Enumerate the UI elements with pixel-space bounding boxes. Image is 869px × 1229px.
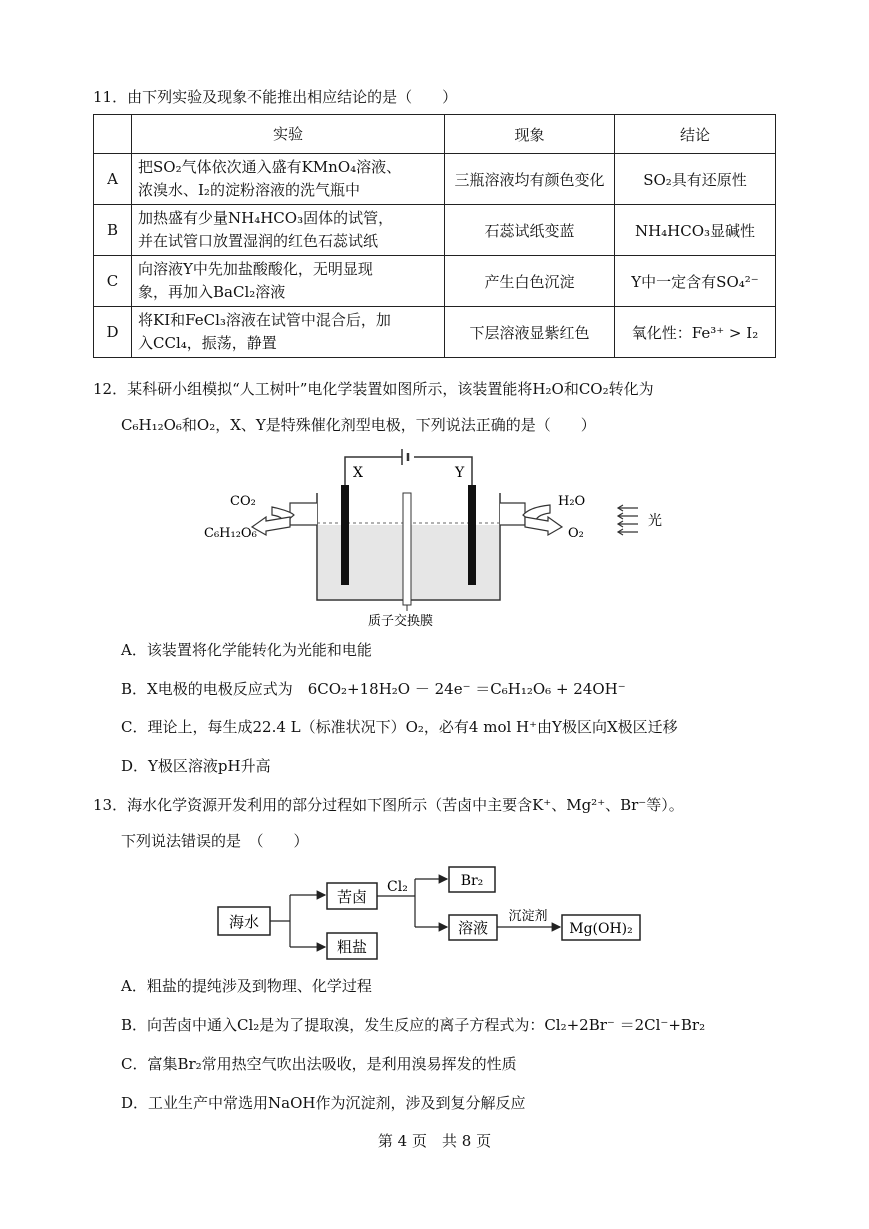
q12-option-c: C．理论上，每生成22.4 L（标准状况下）O₂，必有4 mol H⁺由Y极区向X极区迁移 (121, 718, 678, 736)
row-experiment-line1: 向溶液Y中先加盐酸酸化，无明显现 (138, 260, 373, 278)
q13-flow-diagram (215, 865, 655, 965)
label-br2: Br₂ (460, 873, 484, 889)
row-label: D (94, 307, 132, 358)
table-row (94, 307, 776, 358)
right-pipe (500, 503, 525, 525)
right-out-arrow (525, 517, 562, 535)
row-conclusion: 氧化性：Fe³⁺ > I₂ (615, 307, 776, 358)
q11-table (93, 114, 776, 358)
q13-option-d: D．工业生产中常选用NaOH作为沉淀剂，涉及到复分解反应 (121, 1094, 526, 1112)
row-conclusion: Y中一定含有SO₄²⁻ (615, 256, 776, 307)
q12-stem-line1: 12．某科研小组模拟“人工树叶”电化学装置如图所示，该装置能将H₂O和CO₂转化为 (93, 380, 654, 398)
row-experiment-line1: 加热盛有少量NH₄HCO₃固体的试管， (138, 209, 394, 227)
q12-option-b: B．X电极的电极反应式为 6CO₂+18H₂O － 24e⁻ ＝C₆H₁₂O₆ + 24OH⁻ (121, 680, 626, 698)
row-label: B (94, 205, 132, 256)
row-conclusion: NH₄HCO₃显碱性 (615, 205, 776, 256)
left-pipe (290, 503, 317, 525)
right-output-label: O₂ (568, 526, 584, 541)
label-crude-salt: 粗盐 (336, 938, 368, 956)
light-label: 光 (648, 513, 662, 529)
row-experiment-line1: 将KI和FeCl₃溶液在试管中混合后，加 (138, 311, 391, 329)
label-cl2: Cl₂ (387, 879, 408, 895)
q13-stem-line1: 13．海水化学资源开发利用的部分过程如下图所示（苦卤中主要含K⁺、Mg²⁺、Br⁻等）。 (93, 796, 684, 814)
row-experiment-line2: 入CCl₄，振荡，静置 (138, 334, 277, 352)
header-conclusion: 结论 (615, 115, 776, 154)
row-experiment-line2: 象，再加入BaCl₂溶液 (138, 283, 286, 301)
row-experiment-line1: 把SO₂气体依次通入盛有KMnO₄溶液、 (138, 158, 402, 176)
row-experiment (132, 205, 445, 256)
row-conclusion: SO₂具有还原性 (615, 154, 776, 205)
left-input-label: CO₂ (230, 494, 256, 509)
electrode-x-label: X (353, 465, 363, 481)
header-blank (94, 115, 132, 154)
proton-exchange-membrane (403, 493, 411, 605)
table-header-row (94, 115, 776, 154)
q12-option-d: D．Y极区溶液pH升高 (121, 757, 271, 775)
label-solution: 溶液 (457, 919, 489, 937)
q12-electrolysis-figure (190, 445, 690, 630)
label-bittern: 苦卤 (336, 888, 368, 906)
left-output-label: C₆H₁₂O₆ (204, 526, 257, 541)
q13-option-b: B．向苦卤中通入Cl₂是为了提取溴，发生反应的离子方程式为：Cl₂+2Br⁻ ＝2Cl⁻+Br₂ (121, 1016, 706, 1034)
electrode-y-label: Y (455, 465, 465, 481)
q12-stem-line2: C₆H₁₂O₆和O₂，X、Y是特殊催化剂型电极，下列说法正确的是（ ） (121, 416, 596, 434)
row-experiment-line2: 浓溴水、I₂的淀粉溶液的洗气瓶中 (138, 181, 360, 199)
q13-option-c: C．富集Br₂常用热空气吹出法吸收，是利用溴易挥发的性质 (121, 1055, 517, 1073)
label-product: Mg(OH)₂ (569, 921, 633, 937)
table-row (94, 205, 776, 256)
row-observation: 三瓶溶液均有颜色变化 (445, 154, 615, 205)
row-experiment (132, 307, 445, 358)
left-out-arrow (252, 517, 290, 535)
electrode-x (341, 485, 349, 585)
light-arrows-icon (618, 505, 638, 535)
right-input-label: H₂O (558, 494, 586, 509)
row-observation: 产生白色沉淀 (445, 256, 615, 307)
row-experiment (132, 256, 445, 307)
q13-stem-line2: 下列说法错误的是 （ ） (121, 832, 309, 850)
row-experiment-line2: 并在试管口放置湿润的红色石蕊试纸 (138, 232, 379, 250)
q13-option-a: A．粗盐的提纯涉及到物理、化学过程 (121, 977, 372, 995)
header-experiment: 实验 (132, 115, 445, 154)
page-footer: 第 4 页 共 8 页 (377, 1132, 492, 1150)
q12-option-a: A．该装置将化学能转化为光能和电能 (121, 641, 372, 659)
header-observation: 现象 (445, 115, 615, 154)
row-label: A (94, 154, 132, 205)
row-label: C (94, 256, 132, 307)
label-seawater: 海水 (228, 913, 260, 931)
label-precipitant: 沉淀剂 (508, 909, 548, 924)
row-observation: 石蕊试纸变蓝 (445, 205, 615, 256)
table-row (94, 154, 776, 205)
q11-stem: 11．由下列实验及现象不能推出相应结论的是（ ） (93, 88, 458, 106)
row-observation: 下层溶液显紫红色 (445, 307, 615, 358)
electrode-y (468, 485, 476, 585)
membrane-label: 质子交换膜 (368, 614, 434, 629)
table-row (94, 256, 776, 307)
row-experiment (132, 154, 445, 205)
